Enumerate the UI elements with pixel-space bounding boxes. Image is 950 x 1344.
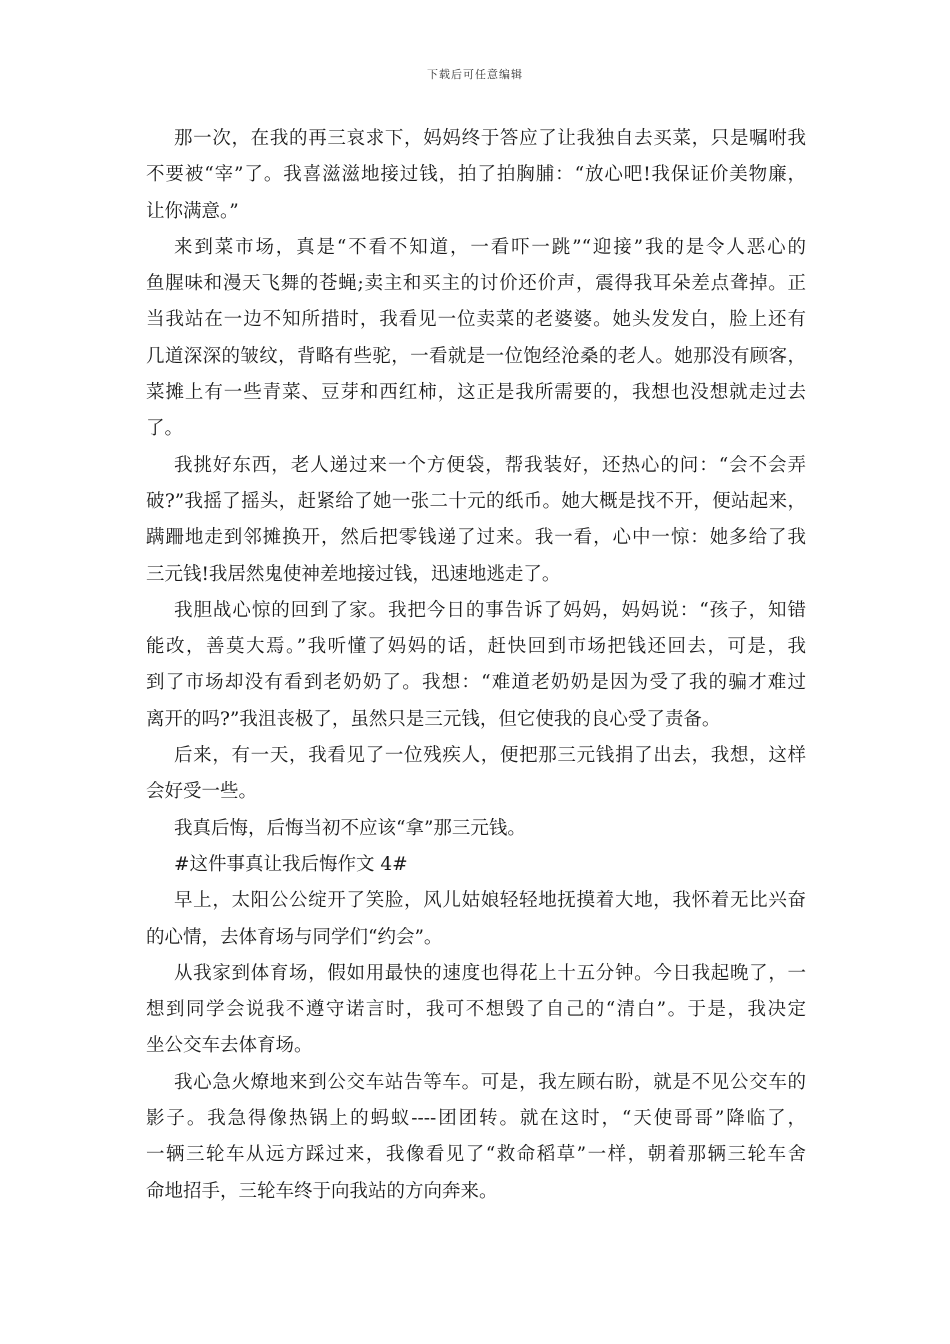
text-line: 从我家到体育场，假如用最快的速度也得花上十五分钟。今日我起晚了，一 bbox=[174, 962, 806, 984]
text-line: 当我站在一边不知所措时，我看见一位卖菜的老婆婆。她头发发白，脸上还有 bbox=[146, 309, 806, 331]
text-line: 了。 bbox=[146, 418, 184, 440]
text-line: 离开的吗?”我沮丧极了，虽然只是三元钱，但它使我的良心受了责备。 bbox=[146, 708, 721, 730]
text-line: 鱼腥味和漫天飞舞的苍蝇;卖主和买主的讨价还价声，震得我耳朵差点聋掉。正 bbox=[146, 273, 806, 295]
text-line: 会好受一些。 bbox=[146, 781, 258, 803]
text-line: 不要被“宰”了。我喜滋滋地接过钱，拍了拍胸脯：“放心吧!我保证价美物廉， bbox=[146, 164, 806, 186]
text-line: #这件事真让我后悔作文 4# bbox=[174, 853, 408, 875]
text-line: 让你满意。” bbox=[146, 200, 239, 222]
text-line: 坐公交车去体育场。 bbox=[146, 1035, 313, 1057]
text-line: 命地招手，三轮车终于向我站的方向奔来。 bbox=[146, 1180, 498, 1202]
text-line: 蹒跚地走到邻摊换开，然后把零钱递了过来。我一看，心中一惊：她多给了我 bbox=[146, 527, 806, 549]
text-line: 到了市场却没有看到老奶奶了。我想：“难道老奶奶是因为受了我的骗才难过 bbox=[146, 672, 806, 694]
text-line: 想到同学会说我不遵守诺言时，我可不想毁了自己的“清白”。于是，我决定 bbox=[146, 999, 806, 1021]
text-line: 影子。我急得像热锅上的蚂蚁----团团转。就在这时，“天使哥哥”降临了， bbox=[146, 1108, 806, 1130]
text-line: 我真后悔，后悔当初不应该“拿”那三元钱。 bbox=[174, 817, 526, 839]
text-line: 我胆战心惊的回到了家。我把今日的事告诉了妈妈，妈妈说：“孩子，知错 bbox=[174, 599, 806, 621]
text-line: 早上，太阳公公绽开了笑脸，风儿姑娘轻轻地抚摸着大地，我怀着无比兴奋 bbox=[174, 890, 806, 912]
page-header: 下载后可任意编辑 bbox=[427, 68, 523, 81]
text-line: 破?”我摇了摇头，赶紧给了她一张二十元的纸币。她大概是找不开，便站起来， bbox=[146, 490, 806, 512]
text-line: 后来，有一天，我看见了一位残疾人，便把那三元钱捐了出去，我想，这样 bbox=[174, 745, 806, 767]
text-line: 那一次，在我的再三哀求下，妈妈终于答应了让我独自去买菜，只是嘱咐我 bbox=[174, 128, 806, 149]
text-line: 菜摊上有一些青菜、豆芽和西红柿，这正是我所需要的，我想也没想就走过去 bbox=[146, 382, 806, 404]
text-line: 我挑好东西，老人递过来一个方便袋，帮我装好，还热心的问：“会不会弄 bbox=[174, 454, 806, 476]
text-line: 一辆三轮车从远方踩过来，我像看见了“救命稻草”一样，朝着那辆三轮车舍 bbox=[146, 1144, 806, 1166]
text-line: 能改，善莫大焉。”我听懂了妈妈的话，赶快回到市场把钱还回去，可是，我 bbox=[146, 636, 806, 658]
text-line: 的心情，去体育场与同学们“约会”。 bbox=[146, 926, 443, 948]
text-line: 来到菜市场，真是“不看不知道，一看吓一跳”“迎接”我的是令人恶心的 bbox=[174, 236, 806, 258]
text-line: 我心急火燎地来到公交车站告等车。可是，我左顾右盼，就是不见公交车的 bbox=[174, 1071, 806, 1093]
text-line: 几道深深的皱纹，背略有些驼，一看就是一位饱经沧桑的老人。她那没有顾客， bbox=[146, 345, 806, 367]
body-text bbox=[146, 121, 806, 1210]
text-line: 三元钱!我居然鬼使神差地接过钱，迅速地逃走了。 bbox=[146, 563, 561, 585]
